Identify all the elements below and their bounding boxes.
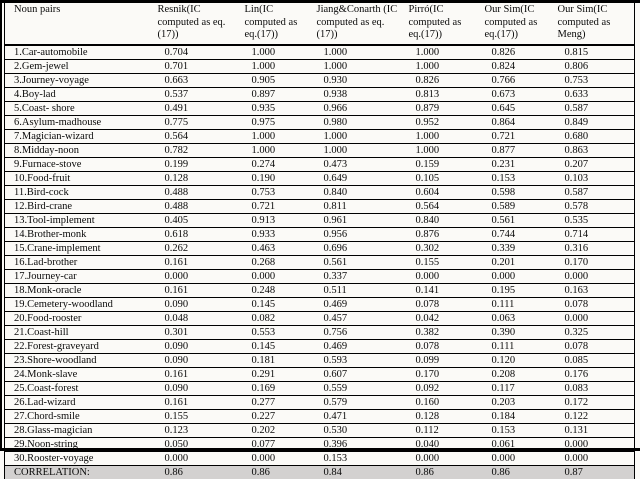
value-cell: 0.956 xyxy=(309,228,401,242)
value-cell: 0.744 xyxy=(477,228,550,242)
value-cell: 0.161 xyxy=(150,396,237,410)
table-row xyxy=(5,256,635,270)
value-cell: 0.048 xyxy=(150,312,237,326)
correlation-label-cell: CORRELATION: xyxy=(5,466,150,479)
value-cell: 0.000 xyxy=(550,270,635,284)
value-cell: 0.105 xyxy=(401,172,477,186)
value-cell: 1.000 xyxy=(309,60,401,74)
value-cell: 0.277 xyxy=(237,396,309,410)
table-row xyxy=(5,172,635,186)
value-cell: 0.000 xyxy=(550,452,635,466)
value-cell: 0.128 xyxy=(150,172,237,186)
value-cell: 0.782 xyxy=(150,144,237,158)
value-cell: 0.704 xyxy=(150,45,237,60)
value-cell: 0.153 xyxy=(309,452,401,466)
table-row xyxy=(5,45,635,60)
value-cell: 0.170 xyxy=(550,256,635,270)
value-cell: 0.000 xyxy=(237,452,309,466)
correlation-value-cell: 0.86 xyxy=(150,466,237,479)
table-row xyxy=(5,368,635,382)
value-cell: 0.248 xyxy=(237,284,309,298)
value-cell: 0.935 xyxy=(237,102,309,116)
column-header: Resnik(IC computed as eq.(17)) xyxy=(150,3,237,45)
value-cell: 0.696 xyxy=(309,242,401,256)
noun-pair-cell: 6.Asylum-madhouse xyxy=(5,116,150,130)
value-cell: 0.111 xyxy=(477,340,550,354)
value-cell: 0.111 xyxy=(477,298,550,312)
value-cell: 1.000 xyxy=(401,130,477,144)
table-row xyxy=(5,116,635,130)
value-cell: 0.090 xyxy=(150,354,237,368)
table-row xyxy=(5,382,635,396)
value-cell: 0.208 xyxy=(477,368,550,382)
value-cell: 0.593 xyxy=(309,354,401,368)
value-cell: 0.864 xyxy=(477,116,550,130)
table-row xyxy=(5,284,635,298)
value-cell: 0.145 xyxy=(237,340,309,354)
noun-pair-cell: 13.Tool-implement xyxy=(5,214,150,228)
noun-pair-cell: 7.Magician-wizard xyxy=(5,130,150,144)
value-cell: 0.840 xyxy=(401,214,477,228)
value-cell: 0.721 xyxy=(477,130,550,144)
value-cell: 0.975 xyxy=(237,116,309,130)
noun-pair-cell: 21.Coast-hill xyxy=(5,326,150,340)
value-cell: 0.840 xyxy=(309,186,401,200)
value-cell: 0.085 xyxy=(550,354,635,368)
noun-pair-cell: 3.Journey-voyage xyxy=(5,74,150,88)
value-cell: 0.535 xyxy=(550,214,635,228)
value-cell: 0.316 xyxy=(550,242,635,256)
noun-pair-cell: 27.Chord-smile xyxy=(5,410,150,424)
noun-pair-cell: 12.Bird-crane xyxy=(5,200,150,214)
value-cell: 0.181 xyxy=(237,354,309,368)
noun-pair-cell: 1.Car-automobile xyxy=(5,45,150,60)
value-cell: 0.161 xyxy=(150,256,237,270)
value-cell: 0.176 xyxy=(550,368,635,382)
value-cell: 0.090 xyxy=(150,298,237,312)
value-cell: 0.897 xyxy=(237,88,309,102)
value-cell: 0.190 xyxy=(237,172,309,186)
value-cell: 0.291 xyxy=(237,368,309,382)
table-row xyxy=(5,396,635,410)
noun-pair-cell: 28.Glass-magician xyxy=(5,424,150,438)
value-cell: 0.952 xyxy=(401,116,477,130)
value-cell: 0.153 xyxy=(477,424,550,438)
value-cell: 0.227 xyxy=(237,410,309,424)
table-row xyxy=(5,326,635,340)
column-header: Jiang&Conarth (IC computed as eq.(17)) xyxy=(309,3,401,45)
value-cell: 0.082 xyxy=(237,312,309,326)
value-cell: 0.000 xyxy=(550,438,635,452)
value-cell: 0.000 xyxy=(477,270,550,284)
value-cell: 0.325 xyxy=(550,326,635,340)
noun-pair-cell: 18.Monk-oracle xyxy=(5,284,150,298)
value-cell: 0.826 xyxy=(401,74,477,88)
value-cell: 0.877 xyxy=(477,144,550,158)
value-cell: 0.159 xyxy=(401,158,477,172)
noun-pair-cell: 14.Brother-monk xyxy=(5,228,150,242)
table-row xyxy=(5,88,635,102)
table-row xyxy=(5,410,635,424)
value-cell: 0.469 xyxy=(309,298,401,312)
value-cell: 0.933 xyxy=(237,228,309,242)
value-cell: 0.141 xyxy=(401,284,477,298)
correlation-value-cell: 0.86 xyxy=(401,466,477,479)
noun-pair-cell: 22.Forest-graveyard xyxy=(5,340,150,354)
table-row xyxy=(5,424,635,438)
table-row xyxy=(5,438,635,452)
value-cell: 0.849 xyxy=(550,116,635,130)
noun-pair-cell: 16.Lad-brother xyxy=(5,256,150,270)
noun-pair-cell: 17.Journey-car xyxy=(5,270,150,284)
value-cell: 0.559 xyxy=(309,382,401,396)
noun-pairs-table xyxy=(4,3,635,479)
value-cell: 0.633 xyxy=(550,88,635,102)
table-row xyxy=(5,340,635,354)
table-row xyxy=(5,144,635,158)
noun-pair-cell: 4.Boy-lad xyxy=(5,88,150,102)
value-cell: 0.766 xyxy=(477,74,550,88)
table-row xyxy=(5,228,635,242)
value-cell: 0.155 xyxy=(401,256,477,270)
value-cell: 0.090 xyxy=(150,340,237,354)
value-cell: 1.000 xyxy=(309,144,401,158)
value-cell: 0.169 xyxy=(237,382,309,396)
value-cell: 0.301 xyxy=(150,326,237,340)
value-cell: 0.161 xyxy=(150,284,237,298)
value-cell: 0.457 xyxy=(309,312,401,326)
table-row xyxy=(5,270,635,284)
value-cell: 1.000 xyxy=(237,130,309,144)
value-cell: 0.099 xyxy=(401,354,477,368)
value-cell: 0.491 xyxy=(150,102,237,116)
value-cell: 0.170 xyxy=(401,368,477,382)
value-cell: 1.000 xyxy=(309,45,401,60)
value-cell: 0.382 xyxy=(401,326,477,340)
table-row xyxy=(5,74,635,88)
table-row xyxy=(5,298,635,312)
value-cell: 0.195 xyxy=(477,284,550,298)
value-cell: 0.587 xyxy=(550,102,635,116)
value-cell: 0.000 xyxy=(401,270,477,284)
value-cell: 0.120 xyxy=(477,354,550,368)
value-cell: 0.463 xyxy=(237,242,309,256)
value-cell: 0.122 xyxy=(550,410,635,424)
value-cell: 0.000 xyxy=(237,270,309,284)
value-cell: 0.553 xyxy=(237,326,309,340)
value-cell: 0.000 xyxy=(150,452,237,466)
value-cell: 0.117 xyxy=(477,382,550,396)
value-cell: 0.063 xyxy=(477,312,550,326)
noun-pair-cell: 9.Furnace-stove xyxy=(5,158,150,172)
value-cell: 0.201 xyxy=(477,256,550,270)
noun-pair-cell: 20.Food-rooster xyxy=(5,312,150,326)
table-row xyxy=(5,186,635,200)
value-cell: 0.721 xyxy=(237,200,309,214)
value-cell: 0.262 xyxy=(150,242,237,256)
value-cell: 0.274 xyxy=(237,158,309,172)
value-cell: 0.966 xyxy=(309,102,401,116)
noun-pair-cell: 2.Gem-jewel xyxy=(5,60,150,74)
value-cell: 0.607 xyxy=(309,368,401,382)
value-cell: 0.618 xyxy=(150,228,237,242)
value-cell: 0.339 xyxy=(477,242,550,256)
value-cell: 0.078 xyxy=(550,340,635,354)
noun-pair-cell: 24.Monk-slave xyxy=(5,368,150,382)
value-cell: 0.203 xyxy=(477,396,550,410)
value-cell: 0.753 xyxy=(550,74,635,88)
value-cell: 0.078 xyxy=(401,298,477,312)
value-cell: 0.663 xyxy=(150,74,237,88)
column-header: Our Sim(IC computed as eq.(17)) xyxy=(477,3,550,45)
value-cell: 0.103 xyxy=(550,172,635,186)
value-cell: 0.488 xyxy=(150,200,237,214)
value-cell: 0.083 xyxy=(550,382,635,396)
value-cell: 0.564 xyxy=(401,200,477,214)
value-cell: 0.578 xyxy=(550,200,635,214)
value-cell: 0.511 xyxy=(309,284,401,298)
value-cell: 0.980 xyxy=(309,116,401,130)
value-cell: 0.112 xyxy=(401,424,477,438)
value-cell: 1.000 xyxy=(401,45,477,60)
value-cell: 0.163 xyxy=(550,284,635,298)
value-cell: 1.000 xyxy=(237,60,309,74)
value-cell: 0.753 xyxy=(237,186,309,200)
value-cell: 0.153 xyxy=(477,172,550,186)
column-header: Lin(IC computed as eq.(17)) xyxy=(237,3,309,45)
value-cell: 0.756 xyxy=(309,326,401,340)
value-cell: 0.863 xyxy=(550,144,635,158)
value-cell: 0.561 xyxy=(477,214,550,228)
value-cell: 0.000 xyxy=(550,312,635,326)
table-row xyxy=(5,200,635,214)
value-cell: 1.000 xyxy=(309,130,401,144)
table-row xyxy=(5,60,635,74)
value-cell: 0.405 xyxy=(150,214,237,228)
value-cell: 0.673 xyxy=(477,88,550,102)
noun-pair-cell: 11.Bird-cock xyxy=(5,186,150,200)
value-cell: 0.090 xyxy=(150,382,237,396)
correlation-value-cell: 0.86 xyxy=(237,466,309,479)
value-cell: 0.579 xyxy=(309,396,401,410)
value-cell: 0.155 xyxy=(150,410,237,424)
correlation-value-cell: 0.87 xyxy=(550,466,635,479)
value-cell: 0.811 xyxy=(309,200,401,214)
value-cell: 0.826 xyxy=(477,45,550,60)
value-cell: 0.876 xyxy=(401,228,477,242)
table-row xyxy=(5,452,635,466)
noun-pair-cell: 26.Lad-wizard xyxy=(5,396,150,410)
value-cell: 0.645 xyxy=(477,102,550,116)
value-cell: 0.564 xyxy=(150,130,237,144)
column-header: Pirró(IC computed as eq.(17)) xyxy=(401,3,477,45)
value-cell: 0.078 xyxy=(401,340,477,354)
value-cell: 0.396 xyxy=(309,438,401,452)
value-cell: 0.488 xyxy=(150,186,237,200)
noun-pair-cell: 10.Food-fruit xyxy=(5,172,150,186)
correlation-value-cell: 0.86 xyxy=(477,466,550,479)
value-cell: 0.231 xyxy=(477,158,550,172)
value-cell: 0.042 xyxy=(401,312,477,326)
value-cell: 0.077 xyxy=(237,438,309,452)
value-cell: 0.061 xyxy=(477,438,550,452)
value-cell: 0.469 xyxy=(309,340,401,354)
value-cell: 1.000 xyxy=(401,144,477,158)
value-cell: 1.000 xyxy=(401,60,477,74)
value-cell: 0.775 xyxy=(150,116,237,130)
value-cell: 0.337 xyxy=(309,270,401,284)
noun-pair-cell: 19.Cemetery-woodland xyxy=(5,298,150,312)
value-cell: 0.598 xyxy=(477,186,550,200)
column-header-noun-pairs: Noun pairs xyxy=(5,3,150,45)
correlation-row xyxy=(5,466,635,479)
value-cell: 0.961 xyxy=(309,214,401,228)
value-cell: 0.680 xyxy=(550,130,635,144)
value-cell: 0.913 xyxy=(237,214,309,228)
value-cell: 0.824 xyxy=(477,60,550,74)
value-cell: 0.561 xyxy=(309,256,401,270)
value-cell: 0.207 xyxy=(550,158,635,172)
value-cell: 0.537 xyxy=(150,88,237,102)
table-row xyxy=(5,354,635,368)
value-cell: 0.161 xyxy=(150,368,237,382)
value-cell: 0.040 xyxy=(401,438,477,452)
value-cell: 0.530 xyxy=(309,424,401,438)
value-cell: 0.160 xyxy=(401,396,477,410)
value-cell: 0.199 xyxy=(150,158,237,172)
table-body xyxy=(5,45,635,479)
value-cell: 0.145 xyxy=(237,298,309,312)
value-cell: 0.473 xyxy=(309,158,401,172)
noun-pair-cell: 8.Midday-noon xyxy=(5,144,150,158)
value-cell: 0.172 xyxy=(550,396,635,410)
value-cell: 0.123 xyxy=(150,424,237,438)
value-cell: 0.202 xyxy=(237,424,309,438)
value-cell: 0.604 xyxy=(401,186,477,200)
value-cell: 0.930 xyxy=(309,74,401,88)
value-cell: 0.390 xyxy=(477,326,550,340)
value-cell: 0.589 xyxy=(477,200,550,214)
noun-pair-cell: 23.Shore-woodland xyxy=(5,354,150,368)
value-cell: 0.078 xyxy=(550,298,635,312)
value-cell: 0.184 xyxy=(477,410,550,424)
table-row xyxy=(5,130,635,144)
value-cell: 0.302 xyxy=(401,242,477,256)
table-row xyxy=(5,102,635,116)
noun-pair-cell: 29.Noon-string xyxy=(5,438,150,452)
noun-pair-cell: 30.Rooster-voyage xyxy=(5,452,150,466)
value-cell: 0.000 xyxy=(150,270,237,284)
value-cell: 0.714 xyxy=(550,228,635,242)
value-cell: 0.000 xyxy=(401,452,477,466)
value-cell: 0.000 xyxy=(477,452,550,466)
value-cell: 0.131 xyxy=(550,424,635,438)
value-cell: 0.128 xyxy=(401,410,477,424)
table-row xyxy=(5,312,635,326)
value-cell: 0.701 xyxy=(150,60,237,74)
value-cell: 0.050 xyxy=(150,438,237,452)
noun-pair-cell: 25.Coast-forest xyxy=(5,382,150,396)
value-cell: 0.268 xyxy=(237,256,309,270)
value-cell: 0.806 xyxy=(550,60,635,74)
table-row xyxy=(5,158,635,172)
table-header-row xyxy=(5,3,635,45)
value-cell: 0.813 xyxy=(401,88,477,102)
noun-pair-cell: 5.Coast- shore xyxy=(5,102,150,116)
value-cell: 0.649 xyxy=(309,172,401,186)
value-cell: 1.000 xyxy=(237,45,309,60)
table-row xyxy=(5,242,635,256)
value-cell: 0.905 xyxy=(237,74,309,88)
value-cell: 0.815 xyxy=(550,45,635,60)
column-header: Our Sim(IC computed as Meng) xyxy=(550,3,635,45)
value-cell: 0.092 xyxy=(401,382,477,396)
value-cell: 0.471 xyxy=(309,410,401,424)
value-cell: 1.000 xyxy=(237,144,309,158)
value-cell: 0.938 xyxy=(309,88,401,102)
value-cell: 0.587 xyxy=(550,186,635,200)
correlation-value-cell: 0.84 xyxy=(309,466,401,479)
value-cell: 0.879 xyxy=(401,102,477,116)
noun-pair-cell: 15.Crane-implement xyxy=(5,242,150,256)
table-row xyxy=(5,214,635,228)
